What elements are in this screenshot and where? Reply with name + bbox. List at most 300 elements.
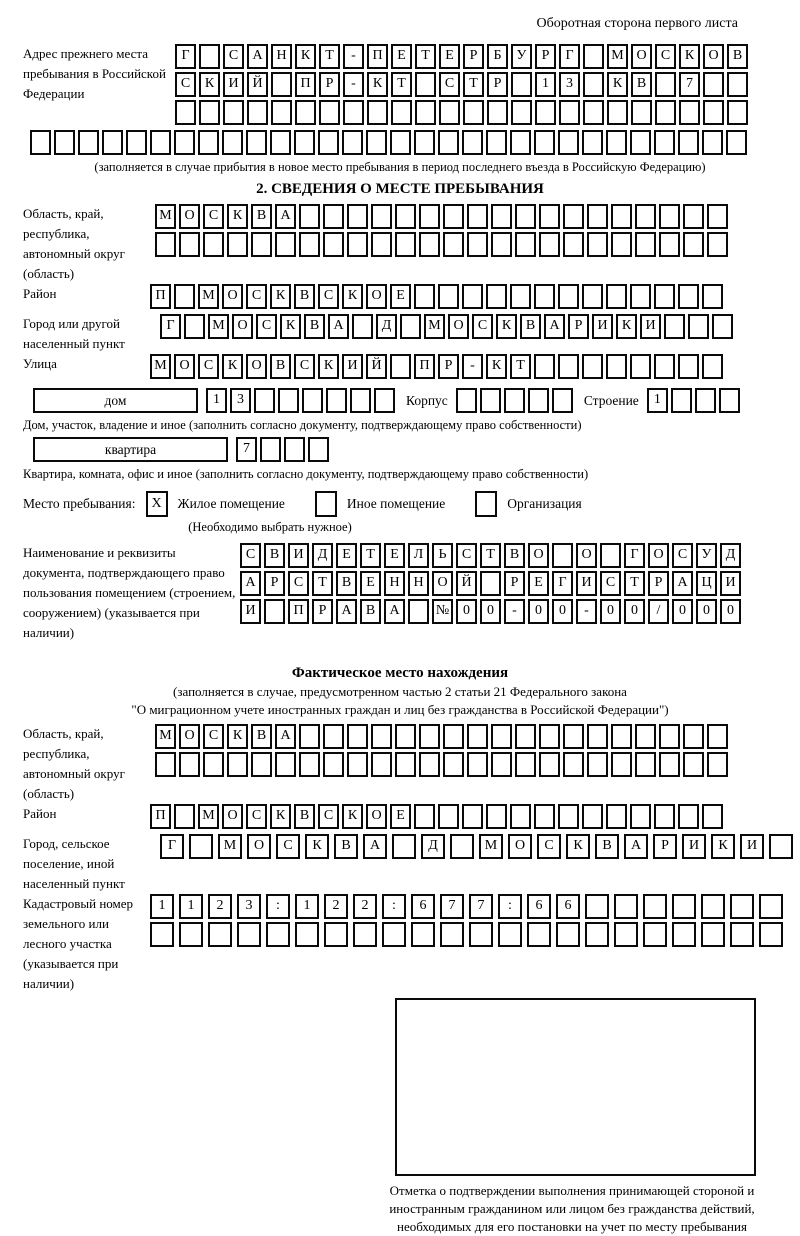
char-cell: [702, 804, 723, 829]
char-cell: М: [424, 314, 445, 339]
char-cell: [323, 724, 344, 749]
region-label: Область, край, республика, автономный округ (область): [23, 206, 125, 281]
char-cell: [510, 804, 531, 829]
char-cell: Н: [408, 571, 429, 596]
char-cell: [395, 724, 416, 749]
char-cell: Т: [312, 571, 333, 596]
char-cell: У: [696, 543, 717, 568]
char-cell: [701, 922, 725, 947]
char-cell: [371, 232, 392, 257]
char-cell: [672, 894, 696, 919]
char-cell: [552, 543, 573, 568]
char-cell: И: [720, 571, 741, 596]
char-cell: [174, 804, 195, 829]
char-cell: Г: [552, 571, 573, 596]
char-cell: М: [607, 44, 628, 69]
char-cell: -: [343, 44, 364, 69]
char-cell: Т: [510, 354, 531, 379]
char-cell: [237, 922, 261, 947]
char-cell: -: [462, 354, 483, 379]
char-cell: И: [682, 834, 706, 859]
char-cell: К: [342, 284, 363, 309]
char-cell: Г: [175, 44, 196, 69]
char-cell: С: [203, 724, 224, 749]
char-cell: [366, 130, 387, 155]
char-cell: [419, 752, 440, 777]
char-cell: [260, 437, 281, 462]
char-cell: [727, 100, 748, 125]
char-cell: 7: [679, 72, 700, 97]
prev-address-row-3: [175, 100, 800, 128]
char-cell: О: [366, 804, 387, 829]
char-cell: [367, 100, 388, 125]
char-cell: 1: [647, 388, 668, 413]
char-cell: Д: [720, 543, 741, 568]
char-cell: [295, 922, 319, 947]
char-cell: [759, 922, 783, 947]
char-cell: [585, 894, 609, 919]
char-cell: Р: [568, 314, 589, 339]
char-cell: [583, 72, 604, 97]
char-cell: С: [203, 204, 224, 229]
char-cell: И: [223, 72, 244, 97]
char-cell: [719, 388, 740, 413]
char-cell: [606, 284, 627, 309]
char-cell: С: [655, 44, 676, 69]
char-cell: [712, 314, 733, 339]
char-cell: [688, 314, 709, 339]
char-cell: В: [294, 284, 315, 309]
city-field: [0, 314, 800, 354]
stay-type-row: [23, 490, 800, 518]
char-cell: [611, 752, 632, 777]
char-cell: А: [247, 44, 268, 69]
char-cell: В: [727, 44, 748, 69]
char-cell: [630, 130, 651, 155]
option-label-organizacia: Организация: [507, 496, 582, 511]
char-cell: К: [711, 834, 735, 859]
char-cell: [582, 130, 603, 155]
char-cell: [486, 804, 507, 829]
stroenie-cells: [647, 388, 743, 416]
char-cell: [486, 284, 507, 309]
char-cell: [515, 724, 536, 749]
char-cell: [278, 388, 299, 413]
char-cell: [558, 130, 579, 155]
char-cell: [486, 130, 507, 155]
char-cell: К: [496, 314, 517, 339]
char-cell: [515, 204, 536, 229]
actual-location-caption-1: (заполняется в случае, предусмотренном частью 2 статьи 21 Федерального закона: [173, 684, 627, 699]
char-cell: М: [155, 724, 176, 749]
char-cell: В: [270, 354, 291, 379]
prev-address-caption: (заполняется в случае прибытия в новое место пребывания в период последнего въезда в Российскую Федерацию): [94, 160, 706, 174]
char-cell: [635, 752, 656, 777]
char-cell: [678, 354, 699, 379]
char-cell: Г: [559, 44, 580, 69]
char-cell: 6: [556, 894, 580, 919]
char-cell: Т: [319, 44, 340, 69]
actual-region-field: [0, 724, 800, 804]
char-cell: [563, 232, 584, 257]
char-cell: [203, 752, 224, 777]
char-cell: [695, 388, 716, 413]
char-cell: -: [343, 72, 364, 97]
char-cell: И: [740, 834, 764, 859]
char-cell: Г: [160, 834, 184, 859]
char-cell: [462, 284, 483, 309]
char-cell: О: [508, 834, 532, 859]
char-cell: [730, 922, 754, 947]
prev-address-label: Адрес прежнего места пребывания в Российской Федерации: [23, 46, 166, 101]
char-cell: [419, 724, 440, 749]
cadastral-row-1: [150, 894, 800, 922]
char-cell: [563, 752, 584, 777]
char-cell: [703, 100, 724, 125]
char-cell: Е: [360, 571, 381, 596]
char-cell: С: [439, 72, 460, 97]
char-cell: К: [280, 314, 301, 339]
char-cell: [631, 100, 652, 125]
char-cell: [150, 130, 171, 155]
char-cell: К: [616, 314, 637, 339]
char-cell: [726, 130, 747, 155]
char-cell: Е: [528, 571, 549, 596]
document-label: Наименование и реквизиты документа, подтверждающего право пользования помещением (строением, сооружением) (указывается при наличии): [23, 545, 236, 640]
char-cell: О: [246, 354, 267, 379]
prev-address-field: [0, 44, 800, 128]
char-cell: И: [288, 543, 309, 568]
char-cell: [400, 314, 421, 339]
char-cell: [419, 232, 440, 257]
char-cell: А: [384, 599, 405, 624]
char-cell: [759, 894, 783, 919]
char-cell: Н: [384, 571, 405, 596]
actual-region-label: Область, край, республика, автономный округ (область): [23, 726, 125, 801]
char-cell: [527, 922, 551, 947]
char-cell: [302, 388, 323, 413]
char-cell: [371, 752, 392, 777]
char-cell: [534, 130, 555, 155]
char-cell: [558, 284, 579, 309]
char-cell: [587, 724, 608, 749]
char-cell: [179, 752, 200, 777]
char-cell: [534, 284, 555, 309]
char-cell: [184, 314, 205, 339]
char-cell: [467, 204, 488, 229]
char-cell: Р: [653, 834, 677, 859]
char-cell: [198, 130, 219, 155]
char-cell: П: [288, 599, 309, 624]
char-cell: О: [703, 44, 724, 69]
char-cell: [683, 752, 704, 777]
char-cell: О: [222, 284, 243, 309]
section2-title: 2. СВЕДЕНИЯ О МЕСТЕ ПРЕБЫВАНИЯ: [256, 181, 544, 197]
char-cell: [539, 724, 560, 749]
char-cell: [174, 284, 195, 309]
char-cell: А: [275, 204, 296, 229]
char-cell: Р: [487, 72, 508, 97]
korpus-label: Корпус: [406, 393, 448, 408]
char-cell: [606, 354, 627, 379]
char-cell: [414, 284, 435, 309]
cadastral-label: Кадастровый номер земельного или лесного участка (указывается при наличии): [23, 896, 134, 991]
actual-district-label: Район: [23, 806, 57, 821]
char-cell: С: [672, 543, 693, 568]
char-cell: 3: [559, 72, 580, 97]
char-cell: [606, 130, 627, 155]
char-cell: 1: [150, 894, 174, 919]
char-cell: :: [382, 894, 406, 919]
char-cell: 0: [624, 599, 645, 624]
char-cell: [664, 314, 685, 339]
char-cell: [558, 804, 579, 829]
char-cell: [419, 204, 440, 229]
char-cell: П: [150, 804, 171, 829]
char-cell: [254, 388, 275, 413]
char-cell: О: [631, 44, 652, 69]
char-cell: В: [520, 314, 541, 339]
char-cell: К: [679, 44, 700, 69]
char-cell: [199, 100, 220, 125]
char-cell: [462, 130, 483, 155]
char-cell: [683, 204, 704, 229]
char-cell: Р: [312, 599, 333, 624]
char-cell: [227, 232, 248, 257]
char-cell: [491, 752, 512, 777]
char-cell: М: [150, 354, 171, 379]
char-cell: 2: [324, 894, 348, 919]
char-cell: [600, 543, 621, 568]
char-cell: [654, 354, 675, 379]
char-cell: [534, 804, 555, 829]
char-cell: О: [648, 543, 669, 568]
char-cell: [342, 130, 363, 155]
street-row: [150, 354, 800, 382]
char-cell: 0: [672, 599, 693, 624]
page-header-note: Оборотная сторона первого листа: [536, 16, 738, 31]
char-cell: О: [174, 354, 195, 379]
char-cell: 2: [208, 894, 232, 919]
char-cell: [654, 284, 675, 309]
char-cell: [347, 752, 368, 777]
char-cell: [585, 922, 609, 947]
char-cell: 3: [230, 388, 251, 413]
char-cell: 7: [236, 437, 257, 462]
char-cell: [654, 804, 675, 829]
char-cell: И: [640, 314, 661, 339]
char-cell: [587, 752, 608, 777]
char-cell: К: [222, 354, 243, 379]
char-cell: П: [414, 354, 435, 379]
char-cell: О: [528, 543, 549, 568]
char-cell: С: [175, 72, 196, 97]
checkbox-inoe: [315, 491, 337, 517]
char-cell: Е: [439, 44, 460, 69]
char-cell: 7: [469, 894, 493, 919]
cadastral-row-2: [150, 922, 800, 950]
char-cell: [487, 100, 508, 125]
actual-region-row-1: [155, 724, 800, 752]
char-cell: Т: [360, 543, 381, 568]
char-cell: [443, 204, 464, 229]
char-cell: 0: [480, 599, 501, 624]
char-cell: [347, 724, 368, 749]
char-cell: [347, 232, 368, 257]
checkbox-zhiloe: X: [146, 491, 168, 517]
char-cell: [443, 724, 464, 749]
prev-address-row-1: [175, 44, 800, 72]
char-cell: [443, 752, 464, 777]
document-row-1: [240, 543, 800, 571]
char-cell: И: [576, 571, 597, 596]
char-cell: [175, 100, 196, 125]
char-cell: С: [288, 571, 309, 596]
char-cell: [510, 284, 531, 309]
region-field: [0, 204, 800, 284]
actual-location-title: Фактическое место нахождения: [291, 665, 509, 681]
cadastral-field: [0, 894, 800, 994]
char-cell: [504, 388, 525, 413]
char-cell: [271, 72, 292, 97]
char-cell: :: [498, 894, 522, 919]
char-cell: Т: [480, 543, 501, 568]
char-cell: В: [251, 204, 272, 229]
char-cell: [440, 922, 464, 947]
char-cell: [414, 804, 435, 829]
char-cell: [480, 571, 501, 596]
apartment-cells: [236, 437, 332, 465]
actual-region-row-2: [155, 752, 800, 780]
char-cell: [582, 284, 603, 309]
char-cell: 7: [440, 894, 464, 919]
region-row-1: [155, 204, 800, 232]
char-cell: [515, 752, 536, 777]
char-cell: [659, 752, 680, 777]
street-field: [0, 354, 800, 384]
char-cell: Й: [366, 354, 387, 379]
char-cell: К: [305, 834, 329, 859]
char-cell: [498, 922, 522, 947]
char-cell: [203, 232, 224, 257]
char-cell: [539, 204, 560, 229]
char-cell: М: [198, 284, 219, 309]
char-cell: К: [566, 834, 590, 859]
char-cell: [270, 130, 291, 155]
char-cell: [559, 100, 580, 125]
char-cell: [275, 232, 296, 257]
char-cell: [515, 232, 536, 257]
char-cell: К: [295, 44, 316, 69]
char-cell: Т: [624, 571, 645, 596]
char-cell: [271, 100, 292, 125]
char-cell: [583, 100, 604, 125]
char-cell: В: [251, 724, 272, 749]
char-cell: [102, 130, 123, 155]
char-cell: О: [232, 314, 253, 339]
char-cell: О: [247, 834, 271, 859]
char-cell: Д: [421, 834, 445, 859]
char-cell: [643, 922, 667, 947]
char-cell: №: [432, 599, 453, 624]
char-cell: К: [270, 804, 291, 829]
char-cell: П: [367, 44, 388, 69]
char-cell: [587, 204, 608, 229]
char-cell: [707, 232, 728, 257]
char-cell: [534, 354, 555, 379]
char-cell: [395, 232, 416, 257]
char-cell: В: [304, 314, 325, 339]
char-cell: [371, 204, 392, 229]
char-cell: О: [576, 543, 597, 568]
char-cell: [443, 232, 464, 257]
char-cell: В: [264, 543, 285, 568]
actual-district-field: [0, 804, 800, 834]
char-cell: [395, 752, 416, 777]
char-cell: М: [208, 314, 229, 339]
char-cell: -: [576, 599, 597, 624]
char-cell: [528, 388, 549, 413]
char-cell: 1: [295, 894, 319, 919]
char-cell: [702, 130, 723, 155]
char-cell: 3: [237, 894, 261, 919]
char-cell: О: [179, 204, 200, 229]
char-cell: [319, 100, 340, 125]
char-cell: [208, 922, 232, 947]
char-cell: [480, 388, 501, 413]
char-cell: [299, 232, 320, 257]
char-cell: К: [486, 354, 507, 379]
char-cell: [643, 894, 667, 919]
char-cell: 0: [720, 599, 741, 624]
char-cell: [730, 894, 754, 919]
char-cell: [371, 724, 392, 749]
char-cell: Р: [535, 44, 556, 69]
char-cell: [299, 724, 320, 749]
char-cell: А: [544, 314, 565, 339]
char-cell: Ь: [432, 543, 453, 568]
char-cell: [251, 752, 272, 777]
char-cell: [438, 284, 459, 309]
actual-city-label: Город, сельское поселение, иной населенный пункт: [23, 836, 125, 891]
char-cell: [630, 284, 651, 309]
char-cell: О: [179, 724, 200, 749]
char-cell: О: [222, 804, 243, 829]
char-cell: [701, 894, 725, 919]
char-cell: [155, 752, 176, 777]
char-cell: Т: [463, 72, 484, 97]
region-row-2: [155, 232, 800, 260]
char-cell: 1: [179, 894, 203, 919]
char-cell: К: [270, 284, 291, 309]
actual-location-caption-2: "О миграционном учете иностранных граждан и лиц без гражданства в Российской Федерации"): [131, 702, 669, 717]
char-cell: Д: [376, 314, 397, 339]
char-cell: [462, 804, 483, 829]
char-cell: С: [246, 284, 267, 309]
char-cell: 0: [696, 599, 717, 624]
char-cell: [155, 232, 176, 257]
char-cell: [294, 130, 315, 155]
district-label: Район: [23, 286, 57, 301]
char-cell: [323, 204, 344, 229]
char-cell: [353, 922, 377, 947]
char-cell: Р: [264, 571, 285, 596]
char-cell: Е: [391, 44, 412, 69]
char-cell: [308, 437, 329, 462]
char-cell: [439, 100, 460, 125]
char-cell: [614, 922, 638, 947]
char-cell: Ц: [696, 571, 717, 596]
